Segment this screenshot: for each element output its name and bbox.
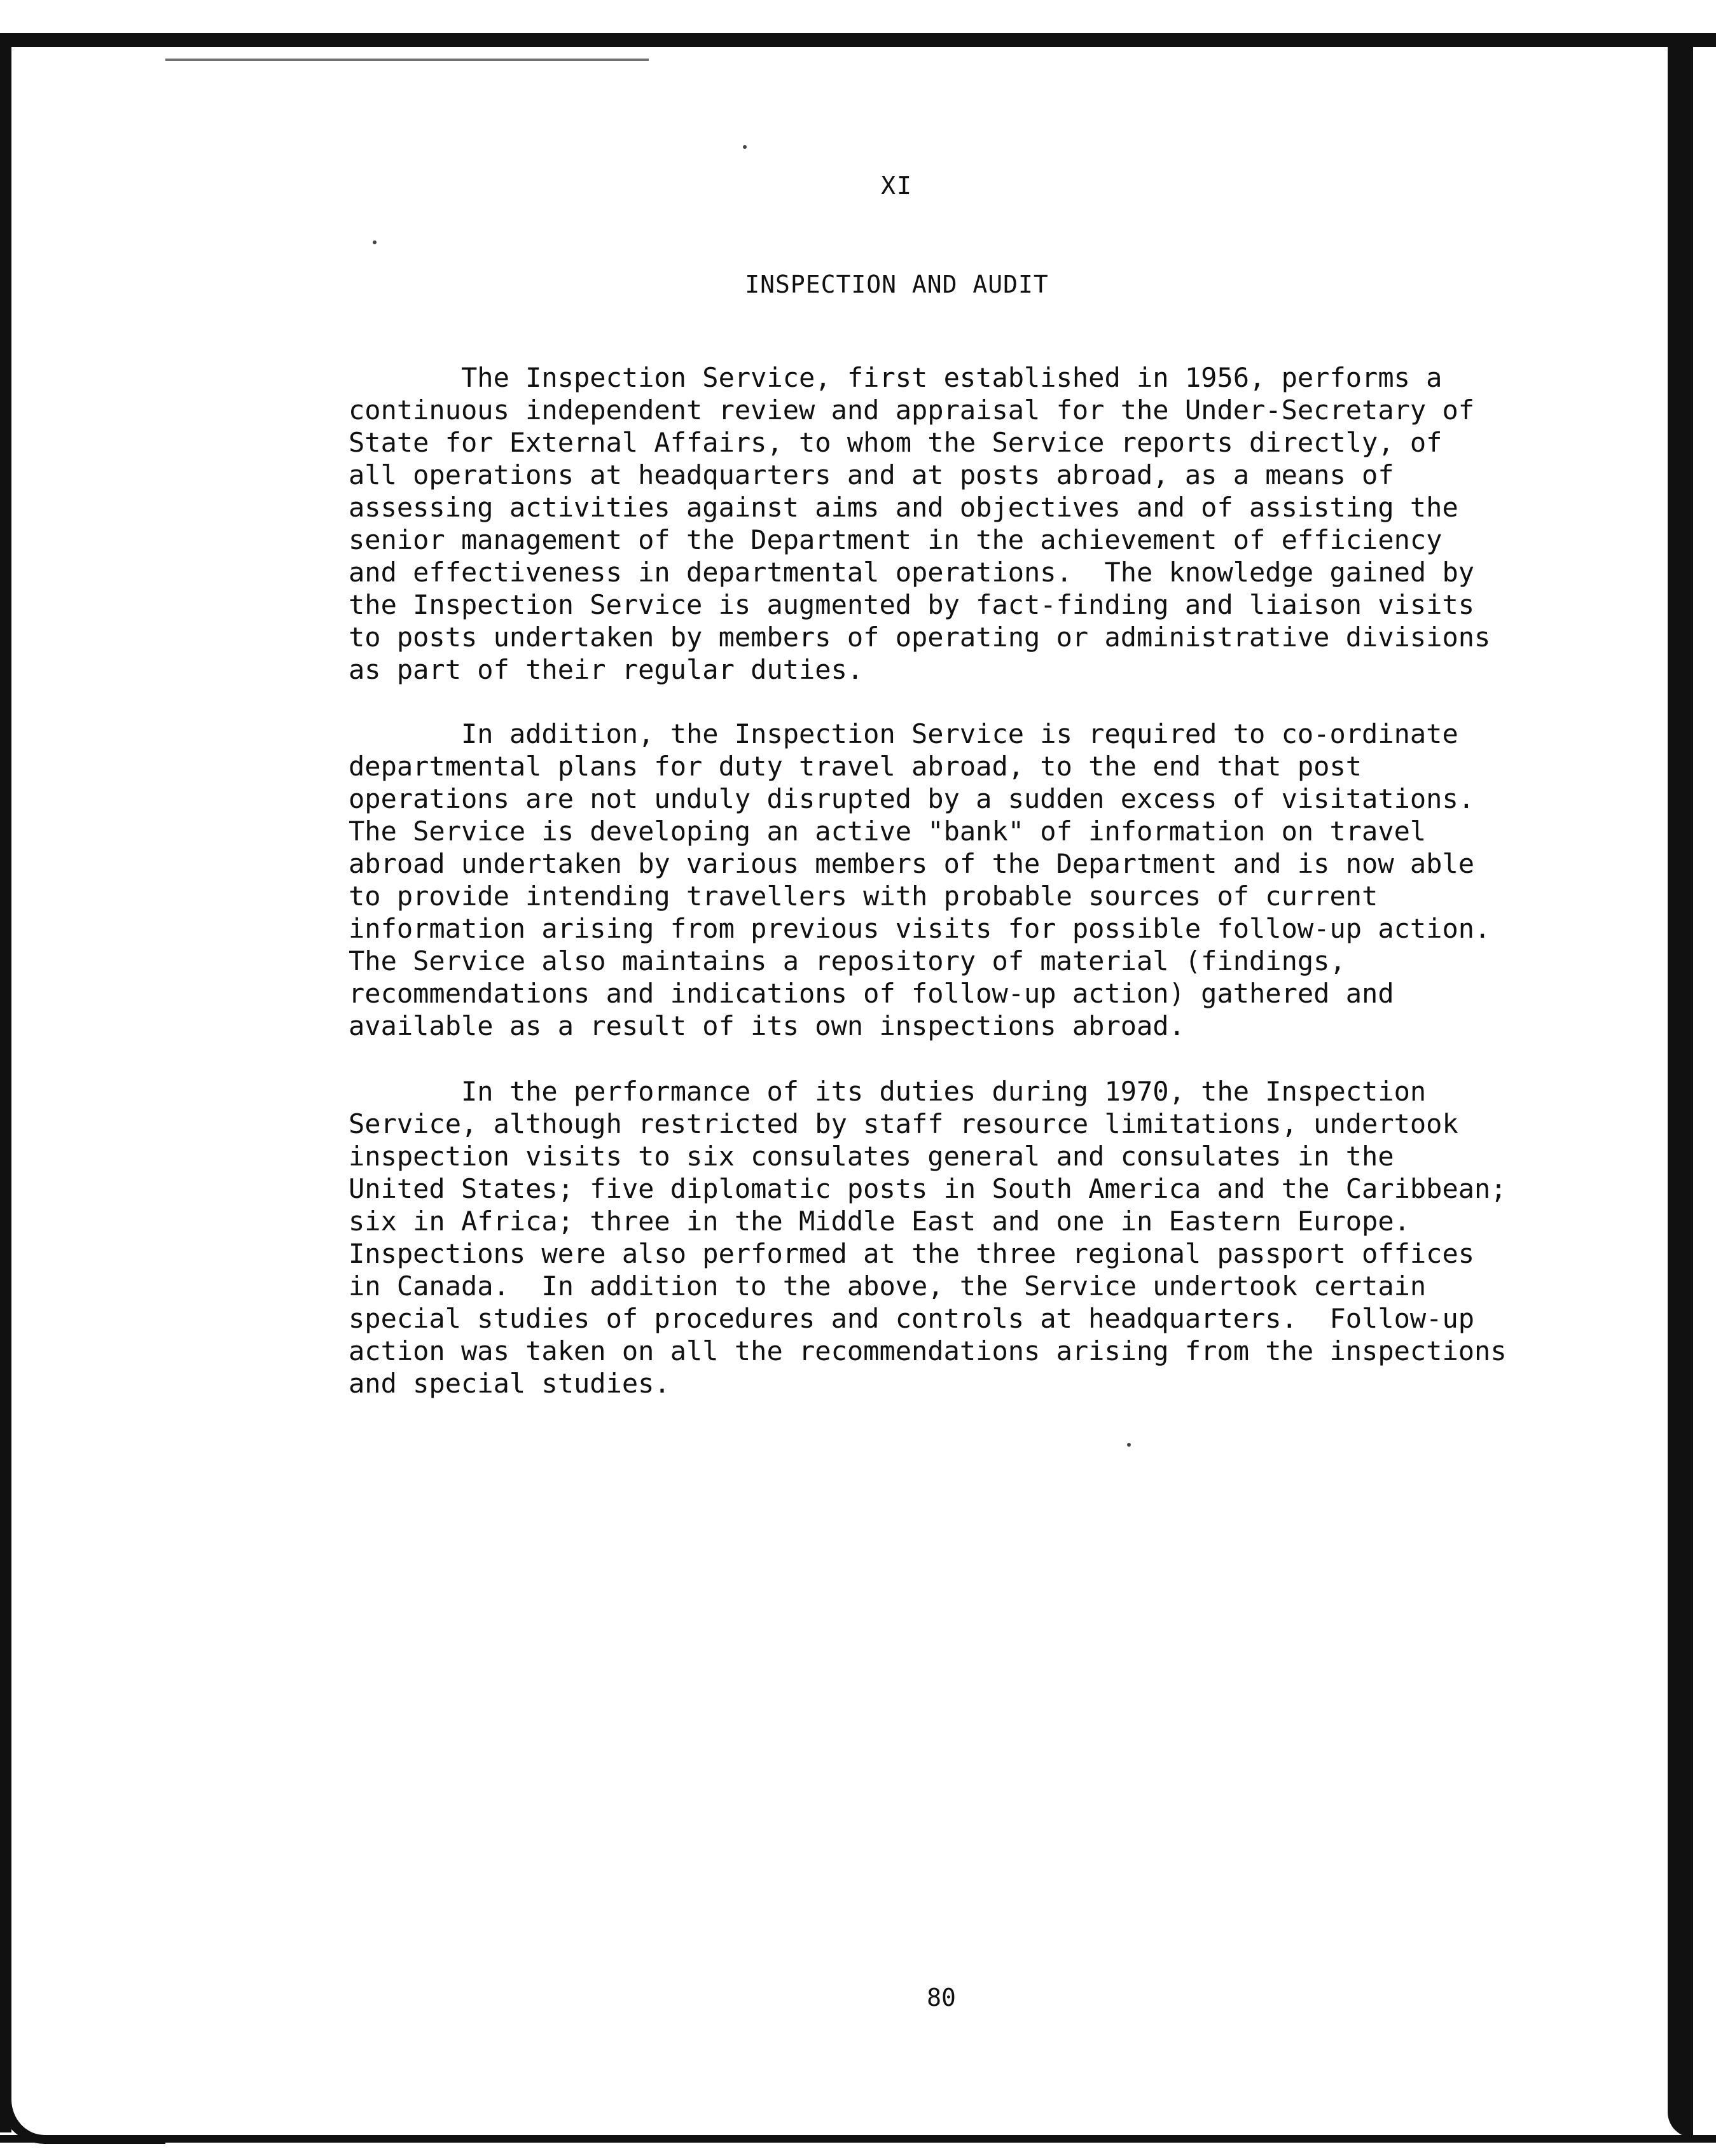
chapter-number: XI bbox=[881, 172, 913, 200]
paragraph-line: The Service is developing an active "bank" of information on travel bbox=[349, 816, 1427, 847]
paragraph-line: United States; five diplomatic posts in South America and the Caribbean; bbox=[349, 1173, 1507, 1204]
paragraph-line: operations are not unduly disrupted by a sudden excess of visitations. bbox=[349, 783, 1475, 814]
paragraph-line: as part of their regular duties. bbox=[349, 654, 864, 685]
paragraph-line: inspection visits to six consulates general and consulates in the bbox=[349, 1141, 1394, 1172]
paragraph-line: recommendations and indications of follow-up action) gathered and bbox=[349, 978, 1394, 1009]
scan-border-left bbox=[0, 33, 11, 2132]
paragraph-line: special studies of procedures and controls at headquarters. Follow-up bbox=[349, 1303, 1475, 1334]
scan-speck bbox=[743, 145, 747, 149]
chapter-title: INSPECTION AND AUDIT bbox=[745, 270, 1049, 298]
paragraph-line: In addition, the Inspection Service is required to co-ordinate bbox=[349, 718, 1458, 749]
paragraph-line: to provide intending travellers with probable sources of current bbox=[349, 880, 1378, 912]
scan-border-corner bbox=[0, 2099, 165, 2144]
scan-speck bbox=[1127, 1443, 1131, 1447]
paragraph-3 bbox=[349, 1075, 1544, 1400]
paragraph-line: Inspections were also performed at the three regional passport offices bbox=[349, 1238, 1475, 1269]
paragraph-line: the Inspection Service is augmented by fact-finding and liaison visits bbox=[349, 589, 1475, 620]
scan-border-top bbox=[0, 33, 1716, 47]
paragraph-line: and effectiveness in departmental operations. The knowledge gained by bbox=[349, 557, 1475, 588]
paragraph-line: abroad undertaken by various members of the Department and is now able bbox=[349, 848, 1475, 879]
paragraph-line: senior management of the Department in the achievement of efficiency bbox=[349, 524, 1443, 555]
scan-border-right bbox=[1668, 38, 1693, 2138]
paragraph-line: assessing activities against aims and objectives and of assisting the bbox=[349, 492, 1458, 523]
paragraph-line: to posts undertaken by members of operating or administrative divisions bbox=[349, 622, 1491, 653]
paragraph-1 bbox=[349, 361, 1544, 686]
paragraph-line: continuous independent review and appraisal for the Under-Secretary of bbox=[349, 394, 1475, 426]
paragraph-line: six in Africa; three in the Middle East and one in Eastern Europe. bbox=[349, 1206, 1410, 1237]
paragraph-2 bbox=[349, 718, 1544, 1042]
paragraph-line: State for External Affairs, to whom the Service reports directly, of bbox=[349, 427, 1443, 458]
paragraph-line: in Canada. In addition to the above, the Service undertook certain bbox=[349, 1270, 1427, 1302]
paragraph-line: all operations at headquarters and at posts abroad, as a means of bbox=[349, 459, 1394, 490]
scan-border-bottom bbox=[0, 2135, 1716, 2143]
paragraph-line: departmental plans for duty travel abroad, to the end that post bbox=[349, 751, 1362, 782]
paragraph-line: and special studies. bbox=[349, 1368, 670, 1399]
paragraph-line: action was taken on all the recommendations arising from the inspections bbox=[349, 1335, 1507, 1367]
paragraph-line: The Inspection Service, first established in 1956, performs a bbox=[349, 362, 1443, 393]
paragraph-line: In the performance of its duties during 1970, the Inspection bbox=[349, 1076, 1427, 1107]
page-number: 80 bbox=[927, 1984, 956, 2012]
paragraph-line: information arising from previous visits for possible follow-up action. bbox=[349, 913, 1491, 944]
paragraph-line: Service, although restricted by staff resource limitations, undertook bbox=[349, 1108, 1458, 1139]
paragraph-line: available as a result of its own inspections abroad. bbox=[349, 1010, 1185, 1041]
scan-border-top-line bbox=[165, 59, 649, 61]
scan-speck bbox=[373, 240, 377, 244]
paragraph-line: The Service also maintains a repository of material (findings, bbox=[349, 945, 1346, 977]
